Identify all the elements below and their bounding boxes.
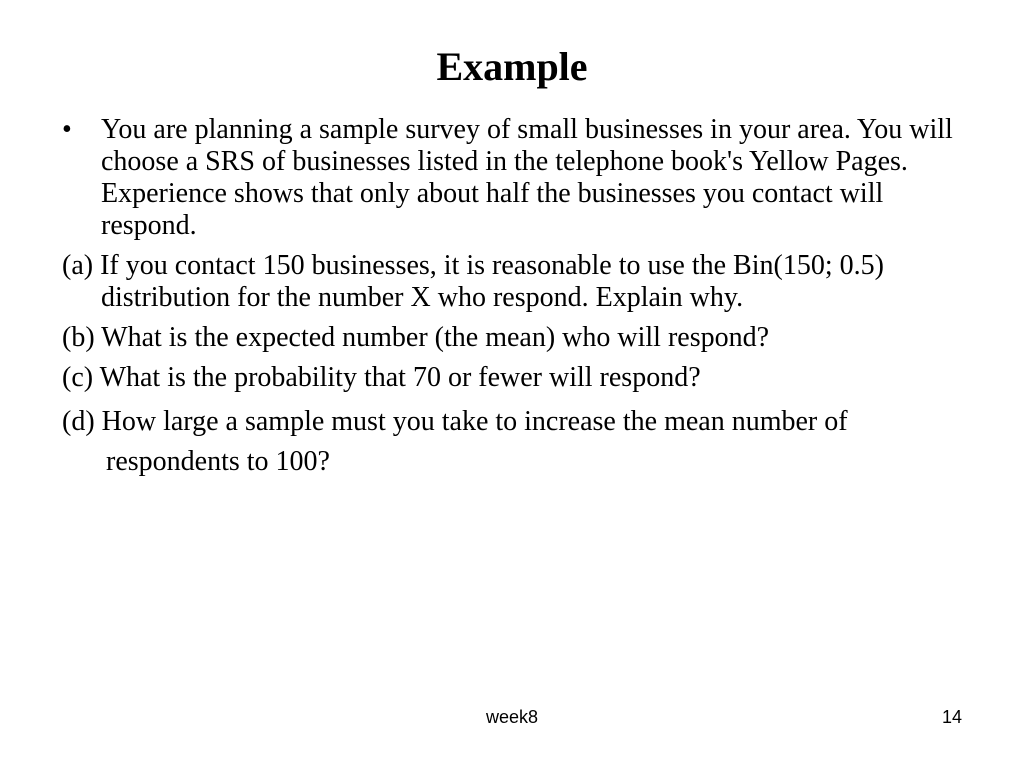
slide-body: [62, 114, 962, 490]
question-c: (c) What is the probability that 70 or fewer will respond?: [62, 362, 701, 393]
question-b: (b) What is the expected number (the mean) who will respond?: [62, 322, 770, 353]
slide-title: Example: [436, 44, 588, 89]
footer-label: week8: [485, 707, 539, 727]
bullet-icon: •: [62, 114, 72, 145]
bullet-text: You are planning a sample survey of small businesses in your area. You will choose a SRS of businesses listed in the telephone book's Yellow Pages. Experience shows that only about half the businesses you contact will respond.: [101, 114, 953, 241]
question-d: (d) How large a sample must you take to increase the mean number of respondents to 100?: [62, 406, 848, 477]
page-number: 14: [941, 707, 962, 727]
bullet-item: [62, 114, 962, 242]
question-a: (a) If you contact 150 businesses, it is reasonable to use the Bin(150; 0.5) distribution for the number X who respond. Explain why.: [62, 250, 884, 313]
